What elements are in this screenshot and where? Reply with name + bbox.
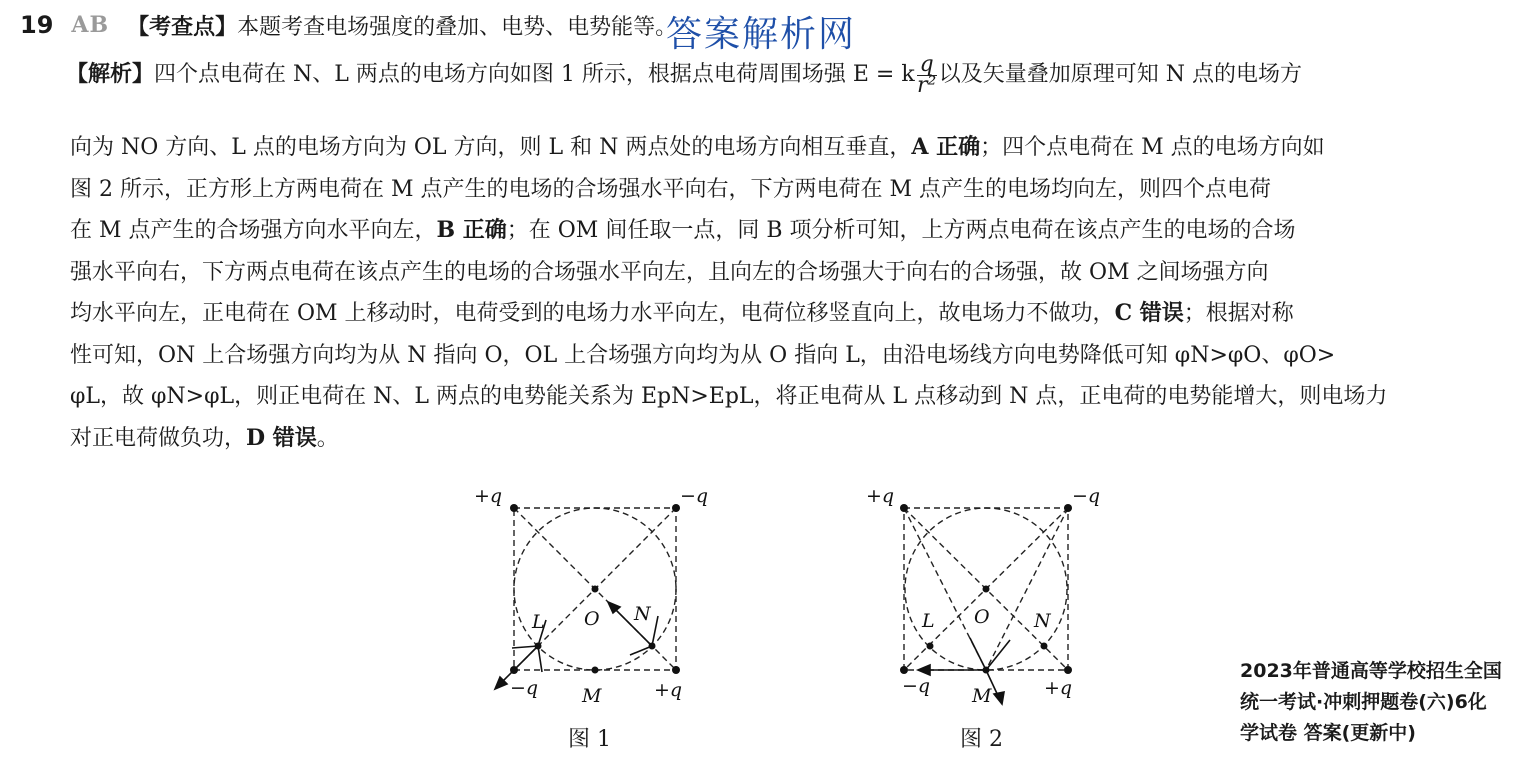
analysis-label: 【解析】 [66,62,155,87]
line-9-verdict: D 错误 [246,424,317,451]
fig1-arrow-L-left [512,646,538,648]
footer-line-2: 统一考试·冲刺押题卷(六)6化 [1240,691,1487,713]
fig2-point-L [927,643,934,650]
fig2-charge-bl [900,666,908,674]
text-line-5: 强水平向右，下方两点电荷在该点产生的电场的合场强水平向左，且向左的合场强大于向右的合场强，故 OM 之间场强方向 [70,259,1269,285]
figure-1-diagram [470,480,710,710]
fig1-charge-tl [510,504,518,512]
line-1-part-b: 以及矢量叠加原理可知 N 点的电场方 [938,62,1302,87]
line-9-part-a: 对正电荷做负功， [70,425,247,451]
fig2-label-O: O [974,606,990,628]
watermark: 答案解析网 [666,14,857,55]
text-line-6 [70,293,1510,335]
figure-1-caption: 图 1 [568,727,611,752]
line-4-part-c: ；在 OM 间任取一点，同 B 项分析可知，上方两点电荷在该点产生的电场的合场 [506,218,1296,243]
fig2-charge-tl [900,504,908,512]
footer-source [1240,656,1520,749]
answer: AB [71,12,110,38]
text-line-9 [70,418,1510,460]
exam-point-label: 【考查点】 [127,14,238,40]
fig2-label-N: N [1034,610,1051,632]
fig2-point-O [983,586,990,593]
fig1-label-tr: −q [680,485,709,507]
footer-line-3: 学试卷 答案(更新中) [1240,722,1416,744]
fig2-label-M: M [972,685,992,707]
figure-2-diagram [860,480,1100,710]
line-4-verdict: B 正确 [436,217,507,243]
text-line-3: 图 2 所示，正方形上方两电荷在 M 点产生的电场的合场强水平向右，下方两电荷在 M 点产生的电场均向左，则四个点电荷 [70,176,1272,202]
fig1-point-O [592,586,599,593]
line-2-part-a: 向为 NO 方向、L 点的电场方向为 OL 方向，则 L 和 N 两点处的电场方向相互垂直， [70,135,912,160]
fig1-label-L: L [532,611,545,633]
fig2-label-tl: +q [866,485,895,507]
fig2-label-bl: −q [902,675,931,697]
text-line-1 [66,51,1506,98]
fig1-point-M [592,667,599,674]
fig2-arrow-M-ul [970,638,986,670]
analysis-paragraph [66,51,1506,98]
fig1-label-br: +q [654,679,683,701]
fig1-label-M: M [582,685,602,707]
fig2-charge-br [1064,666,1072,674]
question-header [20,8,677,42]
exam-point-text: 本题考查电场强度的叠加、电势、电势能等。 [237,14,678,40]
fig2-arrowhead-left [918,665,930,675]
line-6-verdict: C 错误 [1114,300,1184,326]
footer-line-1: 2023年普通高等学校招生全国 [1240,660,1502,682]
fig1-label-bl: −q [510,677,539,699]
fig1-label-tl: +q [474,485,503,507]
line-2-part-c: ；四个点电荷在 M 点的电场方向如 [980,135,1325,160]
fig1-arrow-N-left [630,646,652,655]
fig2-point-N [1041,643,1048,650]
fig1-charge-tr [672,504,680,512]
text-line-4 [70,210,1510,252]
line-4-part-a: 在 M 点产生的合场强方向水平向左， [70,218,437,243]
fraction [917,51,937,98]
fig2-line-tr-M [986,508,1068,670]
fig2-label-br: +q [1044,677,1073,699]
question-number: 19 [20,11,54,39]
analysis-body [70,127,1510,459]
line-6-part-a: 均水平向左，正电荷在 OM 上移动时，电荷受到的电场力水平向左，电荷位移竖直向上，故电场力不做功， [70,301,1115,326]
fig2-arrowhead-down [994,692,1004,704]
text-line-8: φL，故 φN>φL，则正电荷在 N、L 两点的电势能关系为 EpN>EpL，将正电荷从 L 点移动到 N 点，正电荷的电势能增大，则电场力 [70,384,1388,409]
fig1-arrow-N-up [652,616,658,646]
fig2-arrow-M-ur [986,640,1010,670]
fig1-label-O: O [584,608,600,630]
fig1-charge-br [672,666,680,674]
fraction-denominator: r² [917,72,937,98]
figure-2-caption: 图 2 [960,727,1003,752]
text-line-2 [70,127,1510,169]
line-2-verdict: A 正确 [911,134,981,160]
fig1-label-N: N [634,603,651,625]
fig2-label-L: L [922,610,935,632]
line-9-part-c: 。 [316,425,339,451]
line-1-part-a: 四个点电荷在 N、L 两点的电场方向如图 1 所示，根据点电荷周围场强 E = k [154,62,915,87]
text-line-7: 性可知，ON 上合场强方向均为从 N 指向 O，OL 上合场强方向均为从 O 指向 L，由沿电场线方向电势降低可知 φN>φO、φO> [70,342,1336,368]
line-6-part-c: ；根据对称 [1183,301,1294,326]
fraction-numerator: q [917,55,937,76]
fig2-label-tr: −q [1072,485,1100,507]
fig2-charge-tr [1064,504,1072,512]
